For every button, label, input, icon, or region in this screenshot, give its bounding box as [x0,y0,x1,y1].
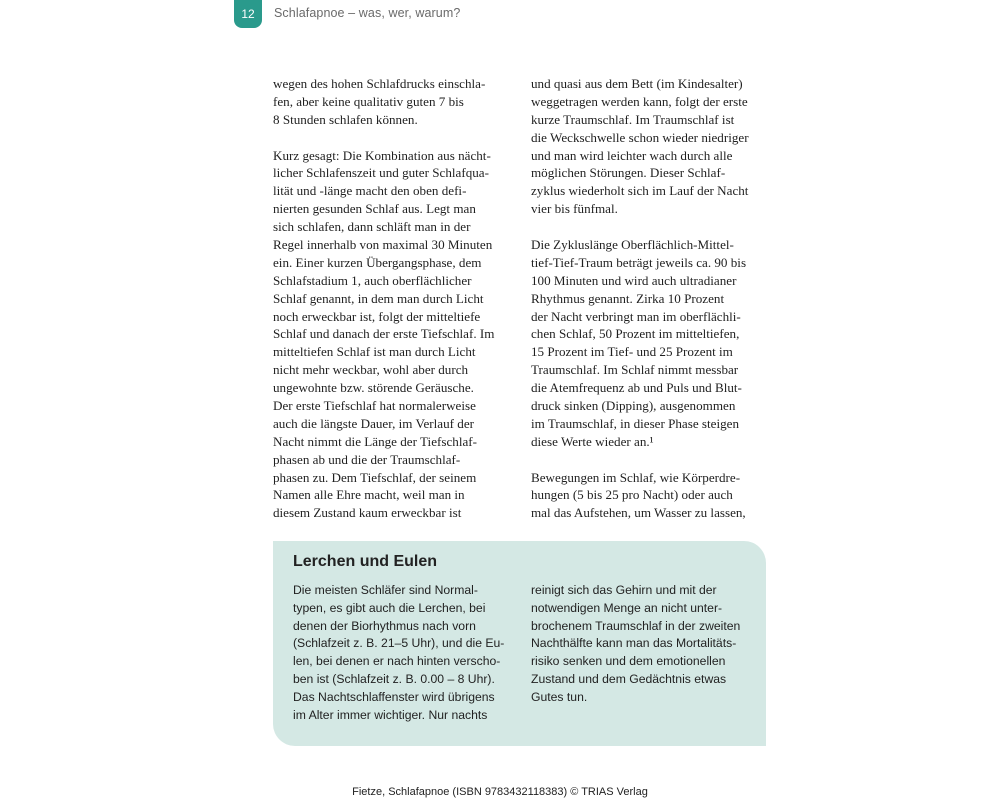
right-text-column [531,75,771,522]
text-line: 8 Stunden schlafen können. [273,111,418,127]
text-line: druck sinken (Dipping), ausgenommen [531,398,736,414]
text-line: die Atemfrequenz ab und Puls und Blut- [531,380,742,396]
text-line: ungewohnte bzw. störende Geräusche. [273,380,474,396]
text-line: möglichen Störungen. Dieser Schlaf- [531,165,726,181]
text-line: kurze Traumschlaf. Im Traumschlaf ist [531,111,735,127]
text-line: sich schlafen, dann schläft man in der [273,219,471,235]
footer-citation: Fietze, Schlafapnoe (ISBN 9783432118383) © TRIAS Verlag [352,786,648,798]
info-box-line: ben ist (Schlafzeit z. B. 0.00 – 8 Uhr). [293,671,495,686]
info-box-line: Zustand und dem Gedächtnis etwas [531,671,727,686]
text-line: Namen alle Ehre macht, weil man in [273,487,465,503]
text-line: mal das Aufstehen, um Wasser zu lassen, [531,505,746,521]
info-box-line: (Schlafzeit z. B. 21–5 Uhr), und die Eu- [293,636,505,651]
info-box-line: Gutes tun. [531,689,588,704]
info-box-left-column [293,582,513,724]
info-box-lerchen-und-eulen [273,541,766,746]
info-box-title: Lerchen und Eulen [293,553,438,570]
info-box-right-column [531,582,751,707]
text-line: phasen zu. Dem Tiefschlaf, der seinem [273,469,477,485]
info-box-line: Die meisten Schläfer sind Normal- [293,583,478,597]
text-line: im Traumschlaf, in dieser Phase steigen [531,415,740,431]
running-title: Schlafapnoe – was, wer, warum? [274,6,461,20]
info-box-line: Das Nachtschlaffenster wird übrigens [293,689,495,704]
text-line: vier bis fünfmal. [531,201,618,217]
text-line: phasen ab und die der Traumschlaf- [273,451,461,467]
info-box-line: im Alter immer wichtiger. Nur nachts [293,707,488,722]
info-box-line: risiko senken und dem emotionellen [531,654,726,669]
text-line: mitteltiefen Schlaf ist man durch Licht [273,344,476,360]
text-line: weggetragen werden kann, folgt der erste [531,93,748,109]
text-line: und man wird leichter wach durch alle [531,147,733,163]
page-number-badge: 12 [234,0,262,28]
text-line: der Nacht verbringt man im oberflächli- [531,308,741,324]
text-line: Schlafstadium 1, auch oberflächlicher [273,272,472,288]
text-line: Schlaf genannt, in dem man durch Licht [273,290,484,306]
info-box-line: len, bei denen er nach hinten verscho- [293,654,501,669]
info-box-line: typen, es gibt auch die Lerchen, bei [293,600,486,615]
text-line: chen Schlaf, 50 Prozent im mitteltiefen, [531,326,740,342]
text-line: die Weckschwelle schon wieder niedriger [531,129,749,145]
text-line: auch die längste Dauer, im Verlauf der [273,415,475,431]
paragraph-gap [531,218,771,236]
text-line: noch erweckbar ist, folgt der mitteltiefe [273,308,481,324]
text-line: 100 Minuten und wird auch ultradianer [531,272,737,288]
text-line: Schlaf und danach der erste Tiefschlaf. Im [273,326,495,342]
text-line: hungen (5 bis 25 pro Nacht) oder auch [531,487,733,503]
text-line: Die Zykluslänge Oberflächlich-Mittel- [531,237,734,253]
text-line: fen, aber keine qualitativ guten 7 bis [273,93,464,109]
text-line: Traumschlaf. Im Schlaf nimmt messbar [531,362,739,378]
text-line: ein. Einer kurzen Übergangsphase, dem [273,254,482,270]
left-text-column [273,75,513,522]
text-line: Der erste Tiefschlaf hat normalerweise [273,398,476,414]
info-box-line: Nachthälfte kann man das Mortalitäts- [531,636,737,651]
text-line: diese Werte wieder an.¹ [531,433,654,449]
text-line: Bewegungen im Schlaf, wie Körperdre- [531,469,741,485]
paragraph-gap [531,451,771,469]
text-line: nierten gesunden Schlaf aus. Legt man [273,201,476,217]
text-line: Kurz gesagt: Die Kombination aus nächt- [273,147,491,163]
text-line: und quasi aus dem Bett (im Kindesalter) [531,76,743,91]
text-line: Rhythmus genannt. Zirka 10 Prozent [531,290,725,306]
text-line: tief-Tief-Traum beträgt jeweils ca. 90 bis [531,254,747,270]
text-line: zyklus wiederholt sich im Lauf der Nacht [531,183,749,199]
text-line: Regel innerhalb von maximal 30 Minuten [273,237,493,253]
text-line: licher Schlafenszeit und guter Schlafqua- [273,165,489,181]
text-line: lität und -länge macht den oben defi- [273,183,467,199]
info-box-line: notwendigen Menge an nicht unter- [531,600,723,615]
text-line: Nacht nimmt die Länge der Tiefschlaf- [273,433,477,449]
text-line: diesem Zustand kaum erweckbar ist [273,505,462,521]
text-line: nicht mehr weckbar, wohl aber durch [273,362,469,378]
text-line: wegen des hohen Schlafdrucks einschla- [273,76,486,91]
info-box-line: reinigt sich das Gehirn und mit der [531,583,717,597]
info-box-line: denen der Biorhythmus nach vorn [293,618,476,633]
info-box-line: brochenem Traumschlaf in der zweiten [531,618,741,633]
paragraph-gap [273,129,513,147]
text-line: 15 Prozent im Tief- und 25 Prozent im [531,344,733,360]
